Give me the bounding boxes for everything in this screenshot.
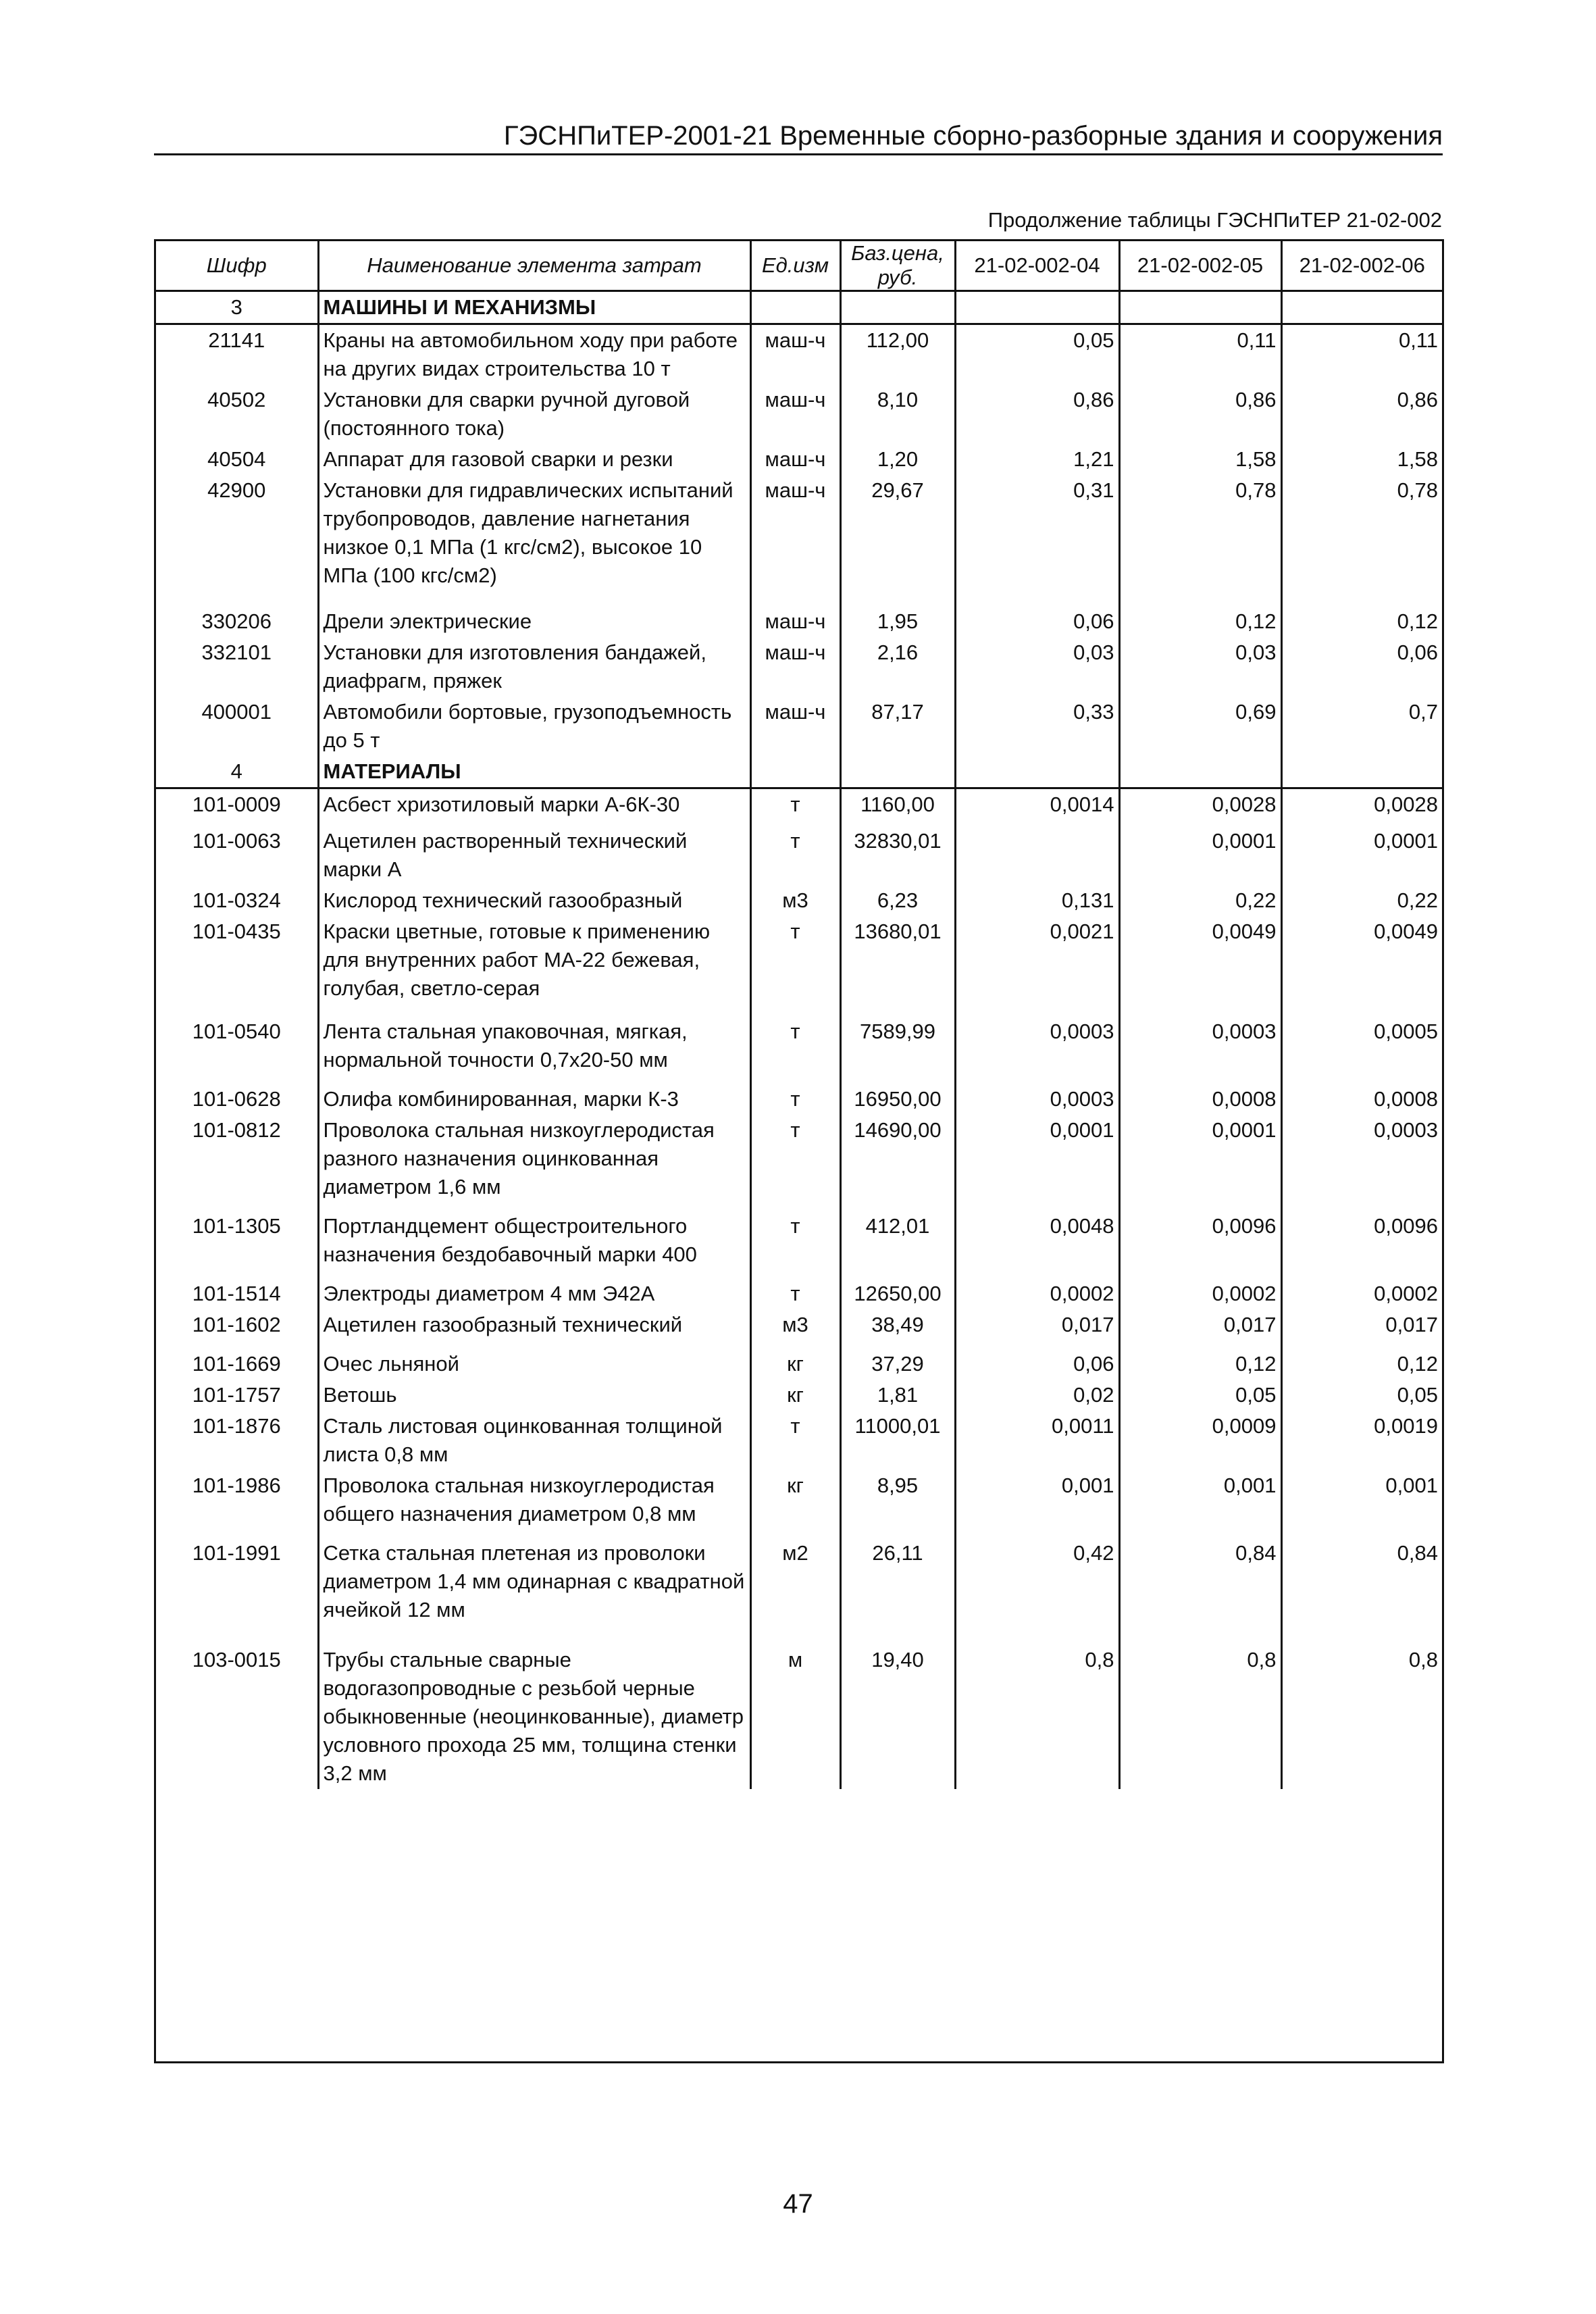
row-name: Асбест хризотиловый марки А-6К-30	[318, 788, 750, 826]
table-row	[156, 606, 1442, 637]
section-empty-cell	[955, 291, 1119, 324]
row-value-04: 0,0021	[955, 916, 1119, 1016]
row-code: 101-0063	[156, 826, 318, 885]
table-row	[156, 885, 1442, 916]
row-value-05: 0,03	[1119, 637, 1281, 697]
row-value-05: 0,86	[1119, 384, 1281, 444]
row-name: Сетка стальная плетеная из проволоки диаметром 1,4 мм одинарная с квадратной ячейкой 12 мм	[318, 1538, 750, 1644]
row-name: Установки для изготовления бандажей, диафрагм, пряжек	[318, 637, 750, 697]
row-value-06: 0,0019	[1374, 1414, 1438, 1438]
row-code: 40502	[156, 384, 318, 444]
row-price: 19,40	[840, 1644, 955, 1789]
row-unit: т	[750, 788, 840, 826]
row-value-04: 0,02	[955, 1380, 1119, 1411]
row-value-05: 0,001	[1119, 1470, 1281, 1538]
row-unit: маш-ч	[750, 384, 840, 444]
row-unit: т	[750, 1411, 840, 1470]
row-code: 21141	[156, 324, 318, 385]
row-code: 101-1757	[156, 1380, 318, 1411]
section-number: 3	[156, 291, 318, 324]
row-value-05: 0,0001	[1119, 1115, 1281, 1211]
row-unit: кг	[750, 1470, 840, 1538]
column-header-code: Шифр	[156, 241, 318, 291]
row-code: 101-1991	[156, 1538, 318, 1644]
row-value-05: 0,0008	[1119, 1084, 1281, 1115]
row-code: 101-0435	[156, 916, 318, 1016]
row-value-06: 0,0005	[1374, 1020, 1438, 1043]
row-value-04: 0,8	[955, 1644, 1119, 1789]
row-value-05: 0,12	[1119, 1349, 1281, 1380]
row-value-06: 0,0001	[1374, 829, 1438, 853]
row-value-06: 0,12	[1397, 609, 1438, 633]
row-price: 1160,00	[840, 788, 955, 826]
row-name: Сталь листовая оцинкованная толщиной листа 0,8 мм	[318, 1411, 750, 1470]
section-empty-cell	[1119, 291, 1281, 324]
row-value-06: 0,7	[1408, 700, 1438, 724]
table-row	[156, 1644, 1442, 1789]
row-price: 6,23	[840, 885, 955, 916]
row-value-05: 0,0009	[1119, 1411, 1281, 1470]
row-unit: м	[750, 1644, 840, 1789]
row-price: 29,67	[840, 475, 955, 606]
table-row	[156, 1309, 1442, 1349]
row-value-04: 0,0003	[955, 1084, 1119, 1115]
section-header-row	[156, 291, 1442, 324]
row-code: 101-0812	[156, 1115, 318, 1211]
table-row	[156, 1349, 1442, 1380]
row-name: Краны на автомобильном ходу при работе на других видах строительства 10 т	[318, 324, 750, 385]
table-header-row	[156, 241, 1442, 291]
row-value-05: 0,0003	[1119, 1016, 1281, 1084]
table-row	[156, 475, 1442, 606]
section-empty-cell	[1281, 756, 1442, 788]
section-empty-cell	[955, 756, 1119, 788]
row-value-06: 0,05	[1397, 1383, 1438, 1407]
table-row	[156, 1411, 1442, 1470]
row-name: Трубы стальные сварные водогазопроводные с резьбой черные обыкновенные (неоцинкованные), диаметр условного прохода 25 мм, толщина стенки 3,2 мм	[318, 1644, 750, 1789]
row-unit: т	[750, 1016, 840, 1084]
row-value-06: 0,86	[1397, 388, 1438, 411]
table-body	[156, 291, 1442, 1790]
row-unit: т	[750, 1278, 840, 1309]
row-code: 101-0324	[156, 885, 318, 916]
row-value-06: 0,0028	[1374, 793, 1438, 816]
row-name: Очес льняной	[318, 1349, 750, 1380]
row-value-05: 0,05	[1119, 1380, 1281, 1411]
row-code: 42900	[156, 475, 318, 606]
row-value-04: 0,131	[955, 885, 1119, 916]
section-empty-cell	[1119, 756, 1281, 788]
row-unit: маш-ч	[750, 475, 840, 606]
section-empty-cell	[840, 756, 955, 788]
row-value-06: 0,78	[1397, 478, 1438, 502]
table-row	[156, 697, 1442, 756]
table-row	[156, 916, 1442, 1016]
row-price: 1,95	[840, 606, 955, 637]
section-number: 4	[156, 756, 318, 788]
row-price: 1,81	[840, 1380, 955, 1411]
row-value-05: 0,0028	[1119, 788, 1281, 826]
row-name: Ацетилен растворенный технический марки А	[318, 826, 750, 885]
row-name: Электроды диаметром 4 мм Э42А	[318, 1278, 750, 1309]
column-header-base-price: Баз.цена, руб.	[840, 241, 955, 291]
row-value-06: 0,8	[1408, 1648, 1438, 1671]
row-price: 32830,01	[840, 826, 955, 885]
row-value-06: 0,84	[1397, 1541, 1438, 1565]
table-row	[156, 1380, 1442, 1411]
row-unit: т	[750, 1211, 840, 1278]
row-value-04: 0,06	[955, 606, 1119, 637]
resource-table	[154, 239, 1444, 2063]
row-value-06: 0,22	[1397, 888, 1438, 912]
table-row	[156, 1084, 1442, 1115]
row-price: 26,11	[840, 1538, 955, 1644]
row-code: 101-1876	[156, 1411, 318, 1470]
row-code: 101-0009	[156, 788, 318, 826]
row-price: 7589,99	[840, 1016, 955, 1084]
row-value-06: 0,001	[1385, 1474, 1438, 1497]
table-row	[156, 384, 1442, 444]
row-value-06: 0,0002	[1374, 1282, 1438, 1305]
row-code: 101-0628	[156, 1084, 318, 1115]
column-header-unit: Ед.изм	[750, 241, 840, 291]
row-value-06: 1,58	[1397, 447, 1438, 471]
row-price: 1,20	[840, 444, 955, 475]
row-value-04: 0,0048	[955, 1211, 1119, 1278]
row-price: 38,49	[840, 1309, 955, 1349]
row-price: 16950,00	[840, 1084, 955, 1115]
row-unit: м2	[750, 1538, 840, 1644]
row-value-05: 0,12	[1119, 606, 1281, 637]
row-name: Олифа комбинированная, марки К-3	[318, 1084, 750, 1115]
row-price: 13680,01	[840, 916, 955, 1016]
row-value-06: 0,017	[1385, 1313, 1438, 1336]
row-value-04: 0,017	[955, 1309, 1119, 1349]
row-value-06: 0,0096	[1374, 1214, 1438, 1238]
page-number: 47	[783, 2189, 813, 2219]
row-name: Автомобили бортовые, грузоподъемность до 5 т	[318, 697, 750, 756]
row-value-06: 0,06	[1397, 640, 1438, 664]
row-price: 87,17	[840, 697, 955, 756]
row-price: 2,16	[840, 637, 955, 697]
row-unit: маш-ч	[750, 697, 840, 756]
row-price: 37,29	[840, 1349, 955, 1380]
row-unit: маш-ч	[750, 444, 840, 475]
row-code: 103-0015	[156, 1644, 318, 1789]
row-code: 332101	[156, 637, 318, 697]
row-value-06: 0,0049	[1374, 920, 1438, 943]
row-name: Аппарат для газовой сварки и резки	[318, 444, 750, 475]
table-row	[156, 1016, 1442, 1084]
row-value-04: 0,0001	[955, 1115, 1119, 1211]
row-name: Ацетилен газообразный технический	[318, 1309, 750, 1349]
row-price: 412,01	[840, 1211, 955, 1278]
document-title: ГЭСНПиТЕР-2001-21 Временные сборно-разборные здания и сооружения	[503, 121, 1443, 151]
table-row	[156, 1538, 1442, 1644]
row-value-05: 0,8	[1119, 1644, 1281, 1789]
row-value-04: 0,42	[955, 1538, 1119, 1644]
row-price: 12650,00	[840, 1278, 955, 1309]
row-code: 101-0540	[156, 1016, 318, 1084]
row-value-04: 1,21	[955, 444, 1119, 475]
row-value-06: 0,0003	[1374, 1118, 1438, 1142]
row-value-04: 0,0014	[955, 788, 1119, 826]
row-code: 101-1305	[156, 1211, 318, 1278]
row-name: Проволока стальная низкоуглеродистая общего назначения диаметром 0,8 мм	[318, 1470, 750, 1538]
row-value-06: 0,0008	[1374, 1087, 1438, 1111]
row-value-04: 0,03	[955, 637, 1119, 697]
row-value-05: 0,017	[1119, 1309, 1281, 1349]
section-empty-cell	[750, 756, 840, 788]
row-value-05: 0,22	[1119, 885, 1281, 916]
row-value-05: 0,0096	[1119, 1211, 1281, 1278]
row-value-06: 0,12	[1397, 1352, 1438, 1376]
row-name: Ветошь	[318, 1380, 750, 1411]
row-value-05: 0,78	[1119, 475, 1281, 606]
table-row	[156, 1115, 1442, 1211]
row-code: 400001	[156, 697, 318, 756]
row-unit: кг	[750, 1349, 840, 1380]
row-code: 101-1986	[156, 1470, 318, 1538]
column-header-norm-05: 21-02-002-05	[1119, 241, 1281, 291]
table-row	[156, 324, 1442, 385]
section-header-row	[156, 756, 1442, 788]
row-unit: т	[750, 1115, 840, 1211]
row-unit: маш-ч	[750, 637, 840, 697]
section-title: МАТЕРИАЛЫ	[318, 756, 750, 788]
row-unit: маш-ч	[750, 606, 840, 637]
row-code: 101-1669	[156, 1349, 318, 1380]
row-value-05: 0,69	[1119, 697, 1281, 756]
row-name: Кислород технический газообразный	[318, 885, 750, 916]
row-unit: т	[750, 1084, 840, 1115]
row-value-05: 0,0049	[1119, 916, 1281, 1016]
row-price: 11000,01	[840, 1411, 955, 1470]
row-name: Лента стальная упаковочная, мягкая, нормальной точности 0,7х20-50 мм	[318, 1016, 750, 1084]
column-header-name: Наименование элемента затрат	[318, 241, 750, 291]
row-value-05: 1,58	[1119, 444, 1281, 475]
row-name: Портландцемент общестроительного назначения бездобавочный марки 400	[318, 1211, 750, 1278]
row-value-04	[955, 826, 1119, 885]
table-row	[156, 1278, 1442, 1309]
row-name: Установки для сварки ручной дуговой (постоянного тока)	[318, 384, 750, 444]
row-name: Установки для гидравлических испытаний трубопроводов, давление нагнетания низкое 0,1 МПа (1 кгс/см2), высокое 10 МПа (100 кгс/см2)	[318, 475, 750, 606]
row-code: 101-1514	[156, 1278, 318, 1309]
row-value-04: 0,05	[955, 324, 1119, 385]
table-row	[156, 788, 1442, 826]
row-value-05: 0,11	[1119, 324, 1281, 385]
row-price: 112,00	[840, 324, 955, 385]
row-value-05: 0,0001	[1119, 826, 1281, 885]
table-row	[156, 637, 1442, 697]
row-price: 14690,00	[840, 1115, 955, 1211]
row-price: 8,10	[840, 384, 955, 444]
row-unit: кг	[750, 1380, 840, 1411]
row-value-04: 0,33	[955, 697, 1119, 756]
row-price: 8,95	[840, 1470, 955, 1538]
row-unit: маш-ч	[750, 324, 840, 385]
row-unit: т	[750, 826, 840, 885]
row-value-04: 0,86	[955, 384, 1119, 444]
row-name: Проволока стальная низкоуглеродистая разного назначения оцинкованная диаметром 1,6 мм	[318, 1115, 750, 1211]
row-value-05: 0,84	[1119, 1538, 1281, 1644]
row-unit: т	[750, 916, 840, 1016]
row-code: 330206	[156, 606, 318, 637]
column-header-norm-04: 21-02-002-04	[955, 241, 1119, 291]
table-caption: Продолжение таблицы ГЭСНПиТЕР 21-02-002	[987, 208, 1442, 232]
section-empty-cell	[750, 291, 840, 324]
row-value-04: 0,06	[955, 1349, 1119, 1380]
row-name: Дрели электрические	[318, 606, 750, 637]
section-empty-cell	[1281, 291, 1442, 324]
table-row	[156, 826, 1442, 885]
table-row	[156, 1470, 1442, 1538]
row-unit: м3	[750, 885, 840, 916]
row-value-06: 0,11	[1398, 328, 1438, 352]
section-empty-cell	[840, 291, 955, 324]
table-row	[156, 444, 1442, 475]
page-header	[154, 118, 1443, 155]
row-code: 101-1602	[156, 1309, 318, 1349]
row-value-04: 0,31	[955, 475, 1119, 606]
row-value-04: 0,001	[955, 1470, 1119, 1538]
row-value-04: 0,0002	[955, 1278, 1119, 1309]
row-code: 40504	[156, 444, 318, 475]
column-header-norm-06: 21-02-002-06	[1281, 241, 1442, 291]
row-unit: м3	[750, 1309, 840, 1349]
table-row	[156, 1211, 1442, 1278]
row-name: Краски цветные, готовые к применению для внутренних работ МА-22 бежевая, голубая, светло-серая	[318, 916, 750, 1016]
row-value-04: 0,0011	[955, 1411, 1119, 1470]
section-title: МАШИНЫ И МЕХАНИЗМЫ	[318, 291, 750, 324]
row-value-04: 0,0003	[955, 1016, 1119, 1084]
row-value-05: 0,0002	[1119, 1278, 1281, 1309]
